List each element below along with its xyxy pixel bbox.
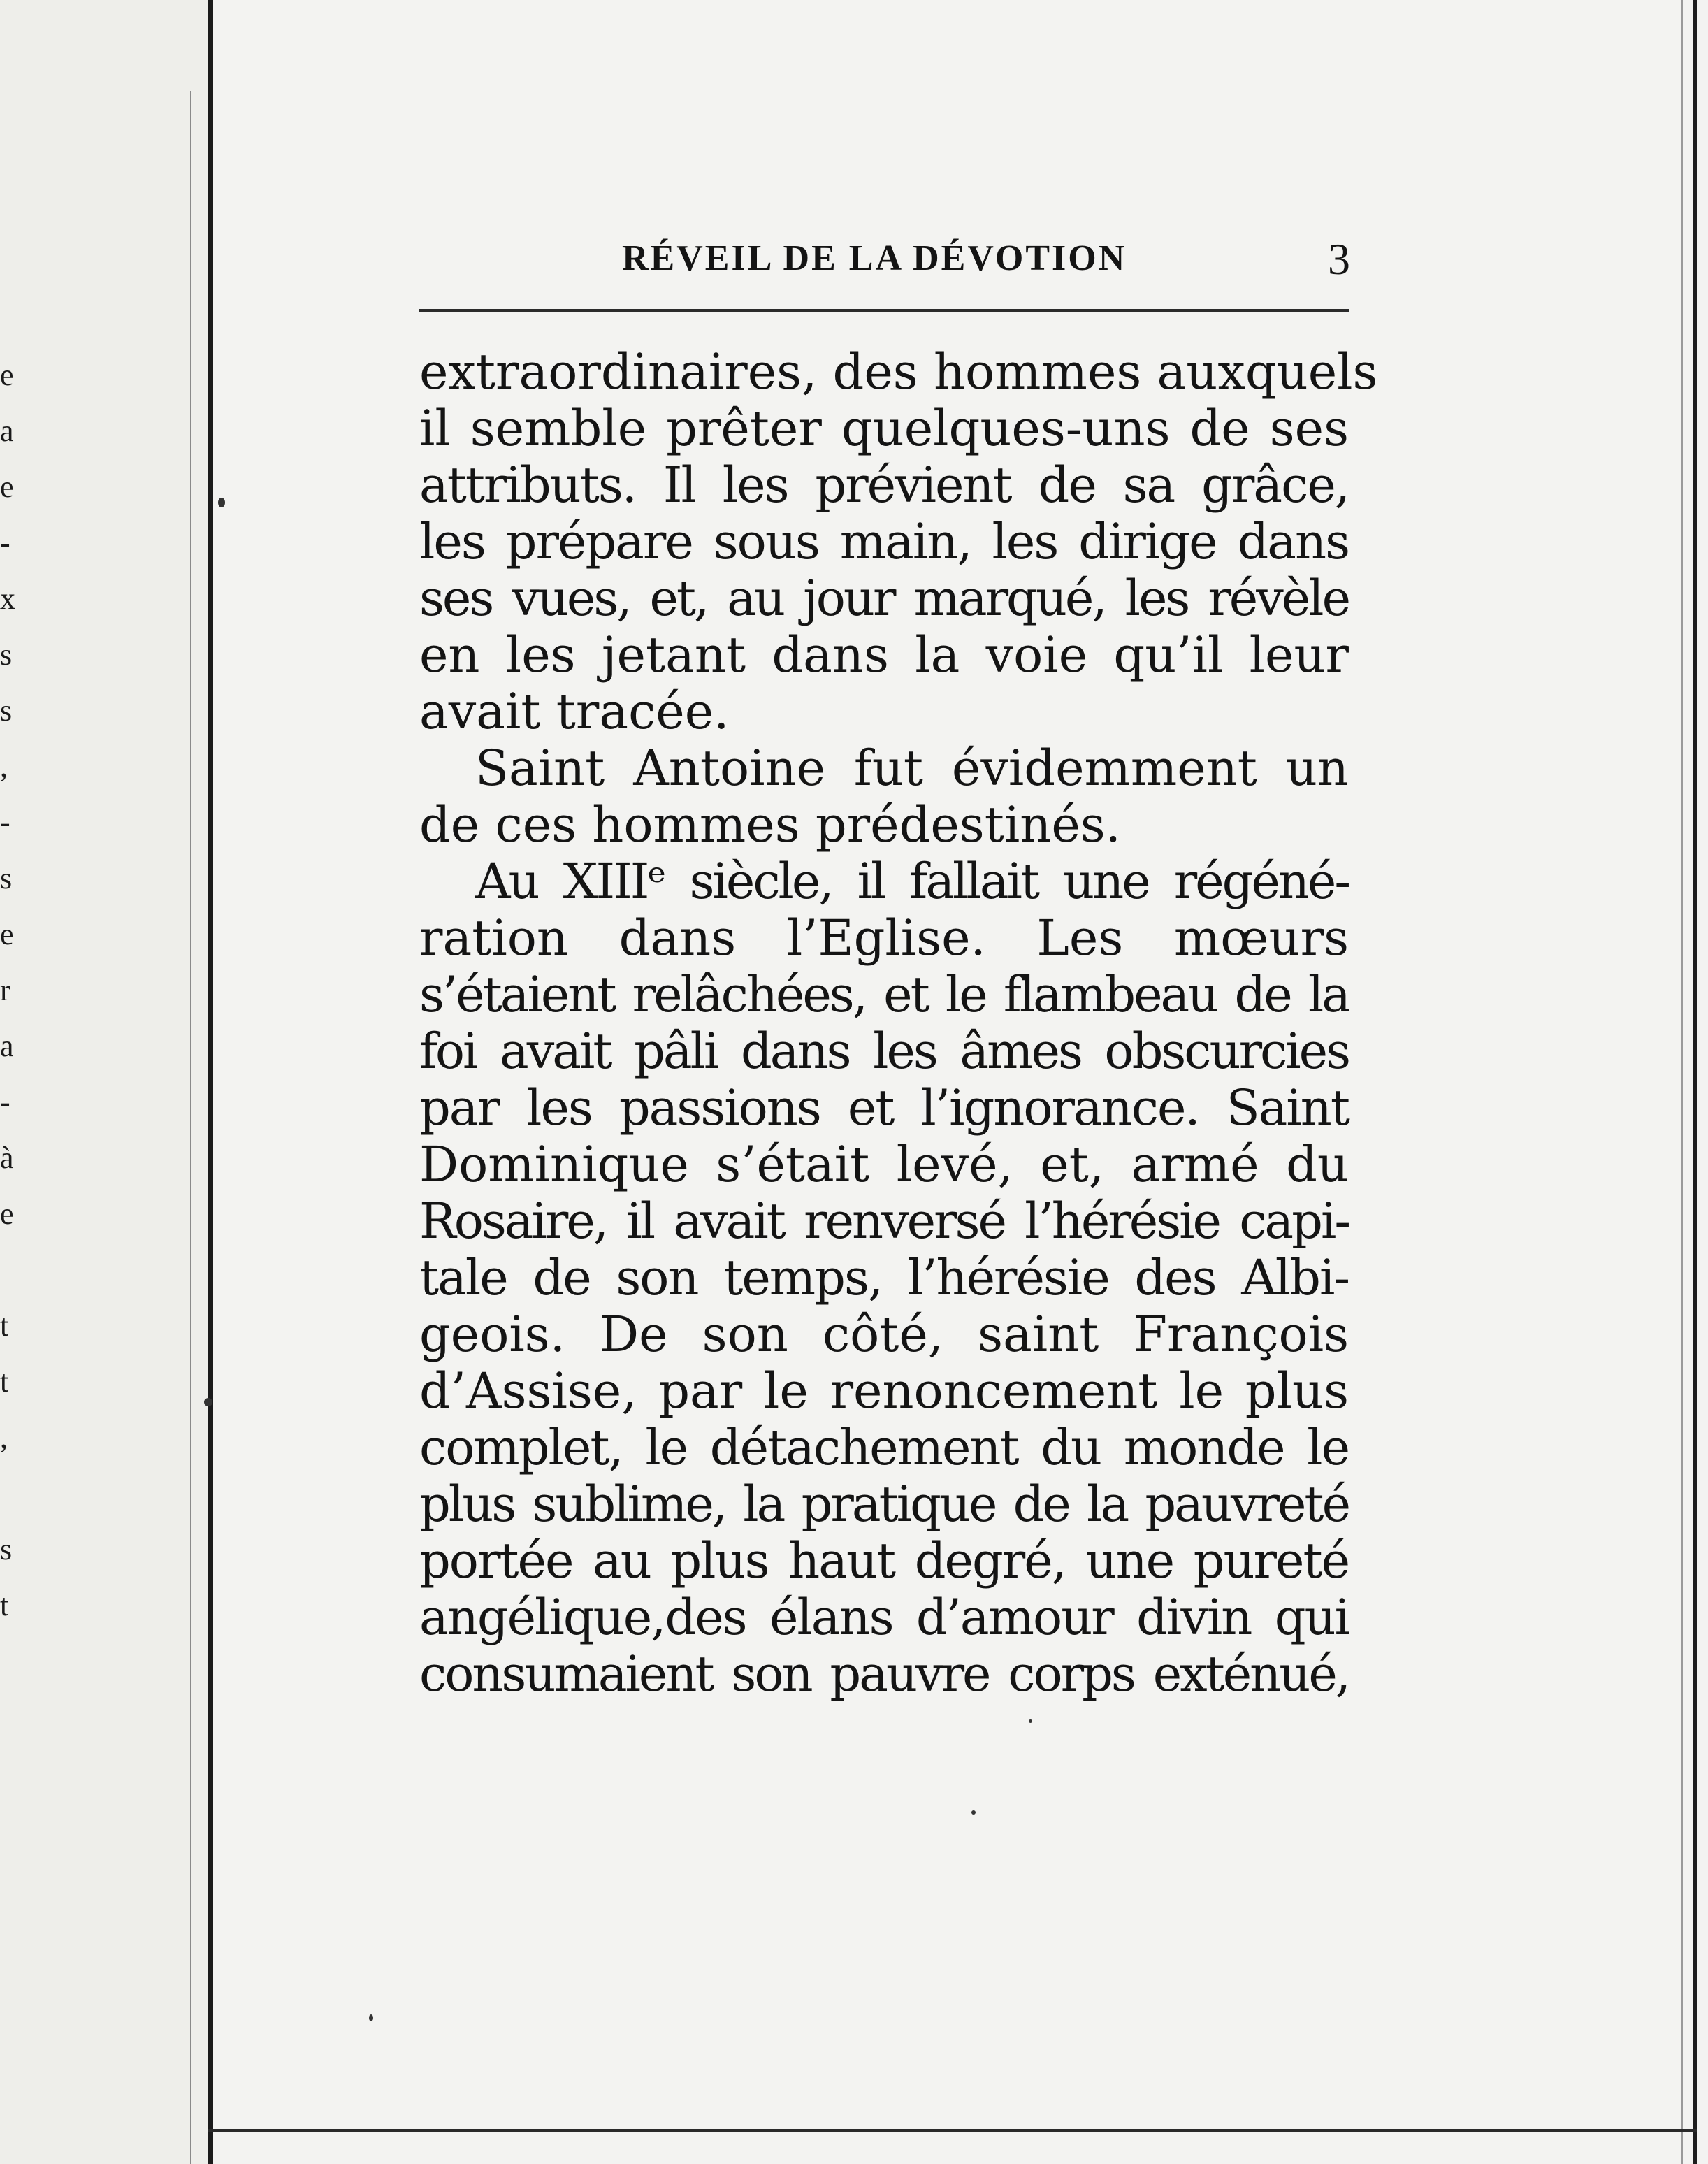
text-line: angélique,des élans d’amour divin qui bbox=[419, 1589, 1349, 1646]
page-edge-shadow bbox=[1681, 0, 1683, 2164]
text-line: les prépare sous main, les dirige dans bbox=[419, 513, 1349, 570]
facing-page-fragment: s bbox=[0, 1534, 13, 1565]
page-bottom-edge bbox=[208, 2129, 1697, 2132]
text-line: attributs. Il les prévient de sa grâce, bbox=[419, 456, 1349, 514]
text-line: extraordinaires, des hommes auxquels bbox=[419, 343, 1378, 401]
text-line: ses vues, et, au jour marqué, les révèle bbox=[419, 570, 1349, 627]
facing-page-fragment: à bbox=[0, 1143, 14, 1174]
facing-page-fragment: t bbox=[0, 1590, 9, 1621]
running-header bbox=[419, 231, 1356, 287]
scan-speck bbox=[971, 1810, 976, 1815]
facing-page-fragment: e bbox=[0, 360, 14, 391]
facing-page-fragment: s bbox=[0, 695, 13, 726]
text-line: Rosaire, il avait renversé l’hérésie capi- bbox=[419, 1192, 1349, 1250]
text-line: plus sublime, la pratique de la pauvreté bbox=[419, 1476, 1349, 1533]
body-text bbox=[419, 343, 1378, 1703]
facing-page-fragment: e bbox=[0, 472, 14, 503]
text-line: de ces hommes prédestinés. bbox=[419, 796, 1121, 853]
header-rule bbox=[419, 309, 1349, 312]
facing-page-fragment: - bbox=[0, 528, 10, 558]
binding-edge bbox=[208, 0, 213, 2164]
text-line: il semble prêter quelques-uns de ses bbox=[419, 400, 1349, 457]
page-edge bbox=[1693, 0, 1697, 2164]
scan-speck bbox=[218, 498, 225, 507]
scan-speck bbox=[369, 2014, 373, 2021]
text-line: complet, le détachement du monde le bbox=[419, 1419, 1349, 1476]
facing-page-fragment: t bbox=[0, 1311, 9, 1341]
facing-page-fragment: s bbox=[0, 863, 13, 894]
facing-page-fragment: a bbox=[0, 416, 14, 447]
facing-page-fragment: e bbox=[0, 1199, 14, 1229]
facing-page-fragment: , bbox=[0, 751, 8, 782]
text-line: s’étaient relâchées, et le flambeau de la bbox=[419, 966, 1349, 1023]
text-line: avait tracée. bbox=[419, 683, 730, 740]
text-line: foi avait pâli dans les âmes obscurcies bbox=[419, 1023, 1349, 1080]
scan-speck bbox=[1029, 1719, 1032, 1723]
facing-page-fragment: - bbox=[0, 807, 10, 838]
text-line: Saint Antoine fut évidemment un bbox=[475, 740, 1349, 797]
facing-page-fragment: - bbox=[0, 1087, 10, 1118]
text-line: par les passions et l’ignorance. Saint bbox=[419, 1079, 1349, 1137]
running-title: RÉVEIL DE LA DÉVOTION bbox=[622, 238, 1127, 278]
facing-page-fragment: x bbox=[0, 584, 15, 614]
page-number: 3 bbox=[1328, 234, 1350, 284]
text-line: en les jetant dans la voie qu’il leur bbox=[419, 626, 1349, 684]
facing-page-fragment: a bbox=[0, 1031, 14, 1062]
text-line: tale de son temps, l’hérésie des Albi- bbox=[419, 1249, 1349, 1306]
text-line: ration dans l’Eglise. Les mœurs bbox=[419, 909, 1349, 967]
facing-page-fragment: t bbox=[0, 1366, 9, 1397]
text-line: Dominique s’était levé, et, armé du bbox=[419, 1136, 1349, 1193]
text-line: Au XIIIᵉ siècle, il fallait une régéné- bbox=[475, 853, 1349, 910]
facing-page-fragment: r bbox=[0, 975, 10, 1006]
facing-page-fragment: , bbox=[0, 1422, 8, 1453]
text-line: geois. De son côté, saint François bbox=[419, 1306, 1349, 1363]
text-line: consumaient son pauvre corps exténué, bbox=[419, 1645, 1349, 1703]
binding-shadow bbox=[190, 91, 191, 2164]
facing-page-margin bbox=[0, 0, 213, 2164]
facing-page-fragment: s bbox=[0, 640, 13, 670]
facing-page-fragment: e bbox=[0, 919, 14, 950]
text-line: portée au plus haut degré, une pureté bbox=[419, 1532, 1349, 1589]
text-line: d’Assise, par le renoncement le plus bbox=[419, 1362, 1349, 1420]
scan-speck bbox=[204, 1398, 212, 1406]
